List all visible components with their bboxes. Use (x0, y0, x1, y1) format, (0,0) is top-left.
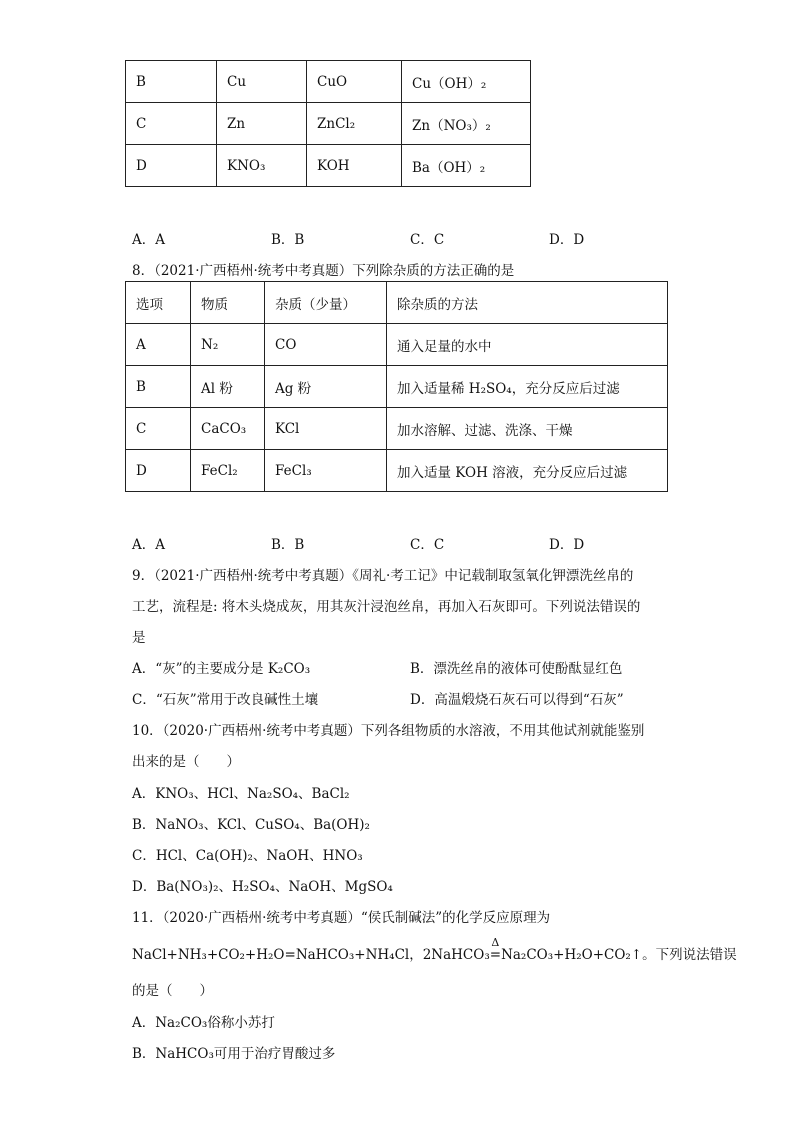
table-cell: Al 粉 (191, 366, 265, 408)
table-row (126, 324, 668, 366)
table-cell: 通入足量的水中 (387, 324, 668, 366)
table-row (126, 103, 531, 145)
option-b[interactable]: B．漂洗丝帛的液体可使酚酞显红色 (410, 661, 623, 677)
option-c[interactable]: C．C (410, 537, 445, 553)
q9-options-row2 (132, 688, 672, 708)
q7-table (125, 60, 531, 187)
table-header-cell: 物质 (191, 282, 265, 324)
equation-part2: Na₂CO₃+H₂O+CO₂↑。下列说法错误 (501, 947, 737, 963)
q8-options (132, 533, 688, 553)
table-header-cell: 选项 (126, 282, 191, 324)
heat-sign (489, 936, 502, 963)
option-d[interactable]: D．Ba(NO₃)₂、H₂SO₄、NaOH、MgSO₄ (132, 879, 393, 895)
table-cell: 加入适量 KOH 溶液，充分反应后过滤 (387, 450, 668, 492)
table-cell: C (126, 408, 191, 450)
table-cell: KOH (307, 145, 402, 187)
q9-options-row1 (132, 657, 672, 677)
option-d[interactable]: D．D (549, 232, 585, 248)
option-b[interactable]: B．NaNO₃、KCl、CuSO₄、Ba(OH)₂ (132, 817, 370, 833)
q8-stem: 8．（2021·广西梧州·统考中考真题）下列除杂质的方法正确的是 (132, 263, 515, 279)
table-cell: CuO (307, 61, 402, 103)
q7-options (132, 228, 688, 248)
table-cell: Ba（OH）₂ (402, 145, 531, 187)
option-a[interactable]: A．A (132, 537, 165, 553)
table-cell: 加入适量稀 H₂SO₄，充分反应后过滤 (387, 366, 668, 408)
equals-sign: = (489, 947, 502, 963)
table-cell: FeCl₂ (191, 450, 265, 492)
option-c[interactable]: C．C (410, 232, 445, 248)
table-cell: FeCl₃ (265, 450, 387, 492)
table-row (126, 61, 531, 103)
table-cell: A (126, 324, 191, 366)
q9-stem-line2: 工艺，流程是: 将木头烧成灰，用其灰汁浸泡丝帛，再加入石灰即可。下列说法错误的 (132, 599, 641, 615)
table-cell: CaCO₃ (191, 408, 265, 450)
option-a[interactable]: A．“灰”的主要成分是 K₂CO₃ (132, 661, 311, 677)
table-header-cell: 杂质（少量） (265, 282, 387, 324)
q10-stem-line1: 10．（2020·广西梧州·统考中考真题）下列各组物质的水溶液，不用其他试剂就能鉴别 (132, 723, 645, 739)
table-cell: Zn (217, 103, 307, 145)
table-cell: Ag 粉 (265, 366, 387, 408)
q10-stem-line2: 出来的是（ ） (132, 754, 240, 770)
table-cell: KCl (265, 408, 387, 450)
table-row (126, 408, 668, 450)
table-cell: Cu (217, 61, 307, 103)
table-cell: Zn（NO₃）₂ (402, 103, 531, 145)
delta-symbol: Δ (491, 936, 500, 949)
option-d[interactable]: D．D (549, 537, 585, 553)
option-b[interactable]: B．B (271, 232, 305, 248)
table-row (126, 145, 531, 187)
q8-table (125, 281, 668, 492)
option-a[interactable]: A．KNO₃、HCl、Na₂SO₄、BaCl₂ (132, 786, 350, 802)
table-cell: B (126, 61, 217, 103)
table-cell: D (126, 145, 217, 187)
equation-part1: NaCl+NH₃+CO₂+H₂O=NaHCO₃+NH₄Cl，2NaHCO₃ (132, 947, 490, 963)
table-header-row (126, 282, 668, 324)
option-c[interactable]: C．“石灰”常用于改良碱性土壤 (132, 692, 319, 708)
table-cell: D (126, 450, 191, 492)
table-row (126, 450, 668, 492)
table-cell: ZnCl₂ (307, 103, 402, 145)
table-header-cell: 除杂质的方法 (387, 282, 668, 324)
option-b[interactable]: B．NaHCO₃可用于治疗胃酸过多 (132, 1046, 336, 1062)
table-cell: N₂ (191, 324, 265, 366)
option-d[interactable]: D．高温煅烧石灰石可以得到“石灰” (410, 692, 624, 708)
option-a[interactable]: A．A (132, 232, 165, 248)
q9-stem-line3: 是 (132, 630, 146, 646)
q9-stem-line1: 9．（2021·广西梧州·统考中考真题）《周礼·考工记》中记载制取氢氧化钾漂洗丝帛的 (132, 568, 634, 584)
option-c[interactable]: C．HCl、Ca(OH)₂、NaOH、HNO₃ (132, 848, 363, 864)
table-cell: CO (265, 324, 387, 366)
option-a[interactable]: A．Na₂CO₃俗称小苏打 (132, 1015, 275, 1031)
option-b[interactable]: B．B (271, 537, 305, 553)
q11-stem-line3: 的是（ ） (132, 983, 213, 999)
table-cell: C (126, 103, 217, 145)
q11-stem-line1: 11．（2020·广西梧州·统考中考真题）“侯氏制碱法”的化学反应原理为 (132, 910, 551, 926)
table-cell: 加水溶解、过滤、洗涤、干燥 (387, 408, 668, 450)
q11-equation (132, 936, 737, 963)
table-row (126, 366, 668, 408)
table-cell: Cu（OH）₂ (402, 61, 531, 103)
table-cell: KNO₃ (217, 145, 307, 187)
table-cell: B (126, 366, 191, 408)
